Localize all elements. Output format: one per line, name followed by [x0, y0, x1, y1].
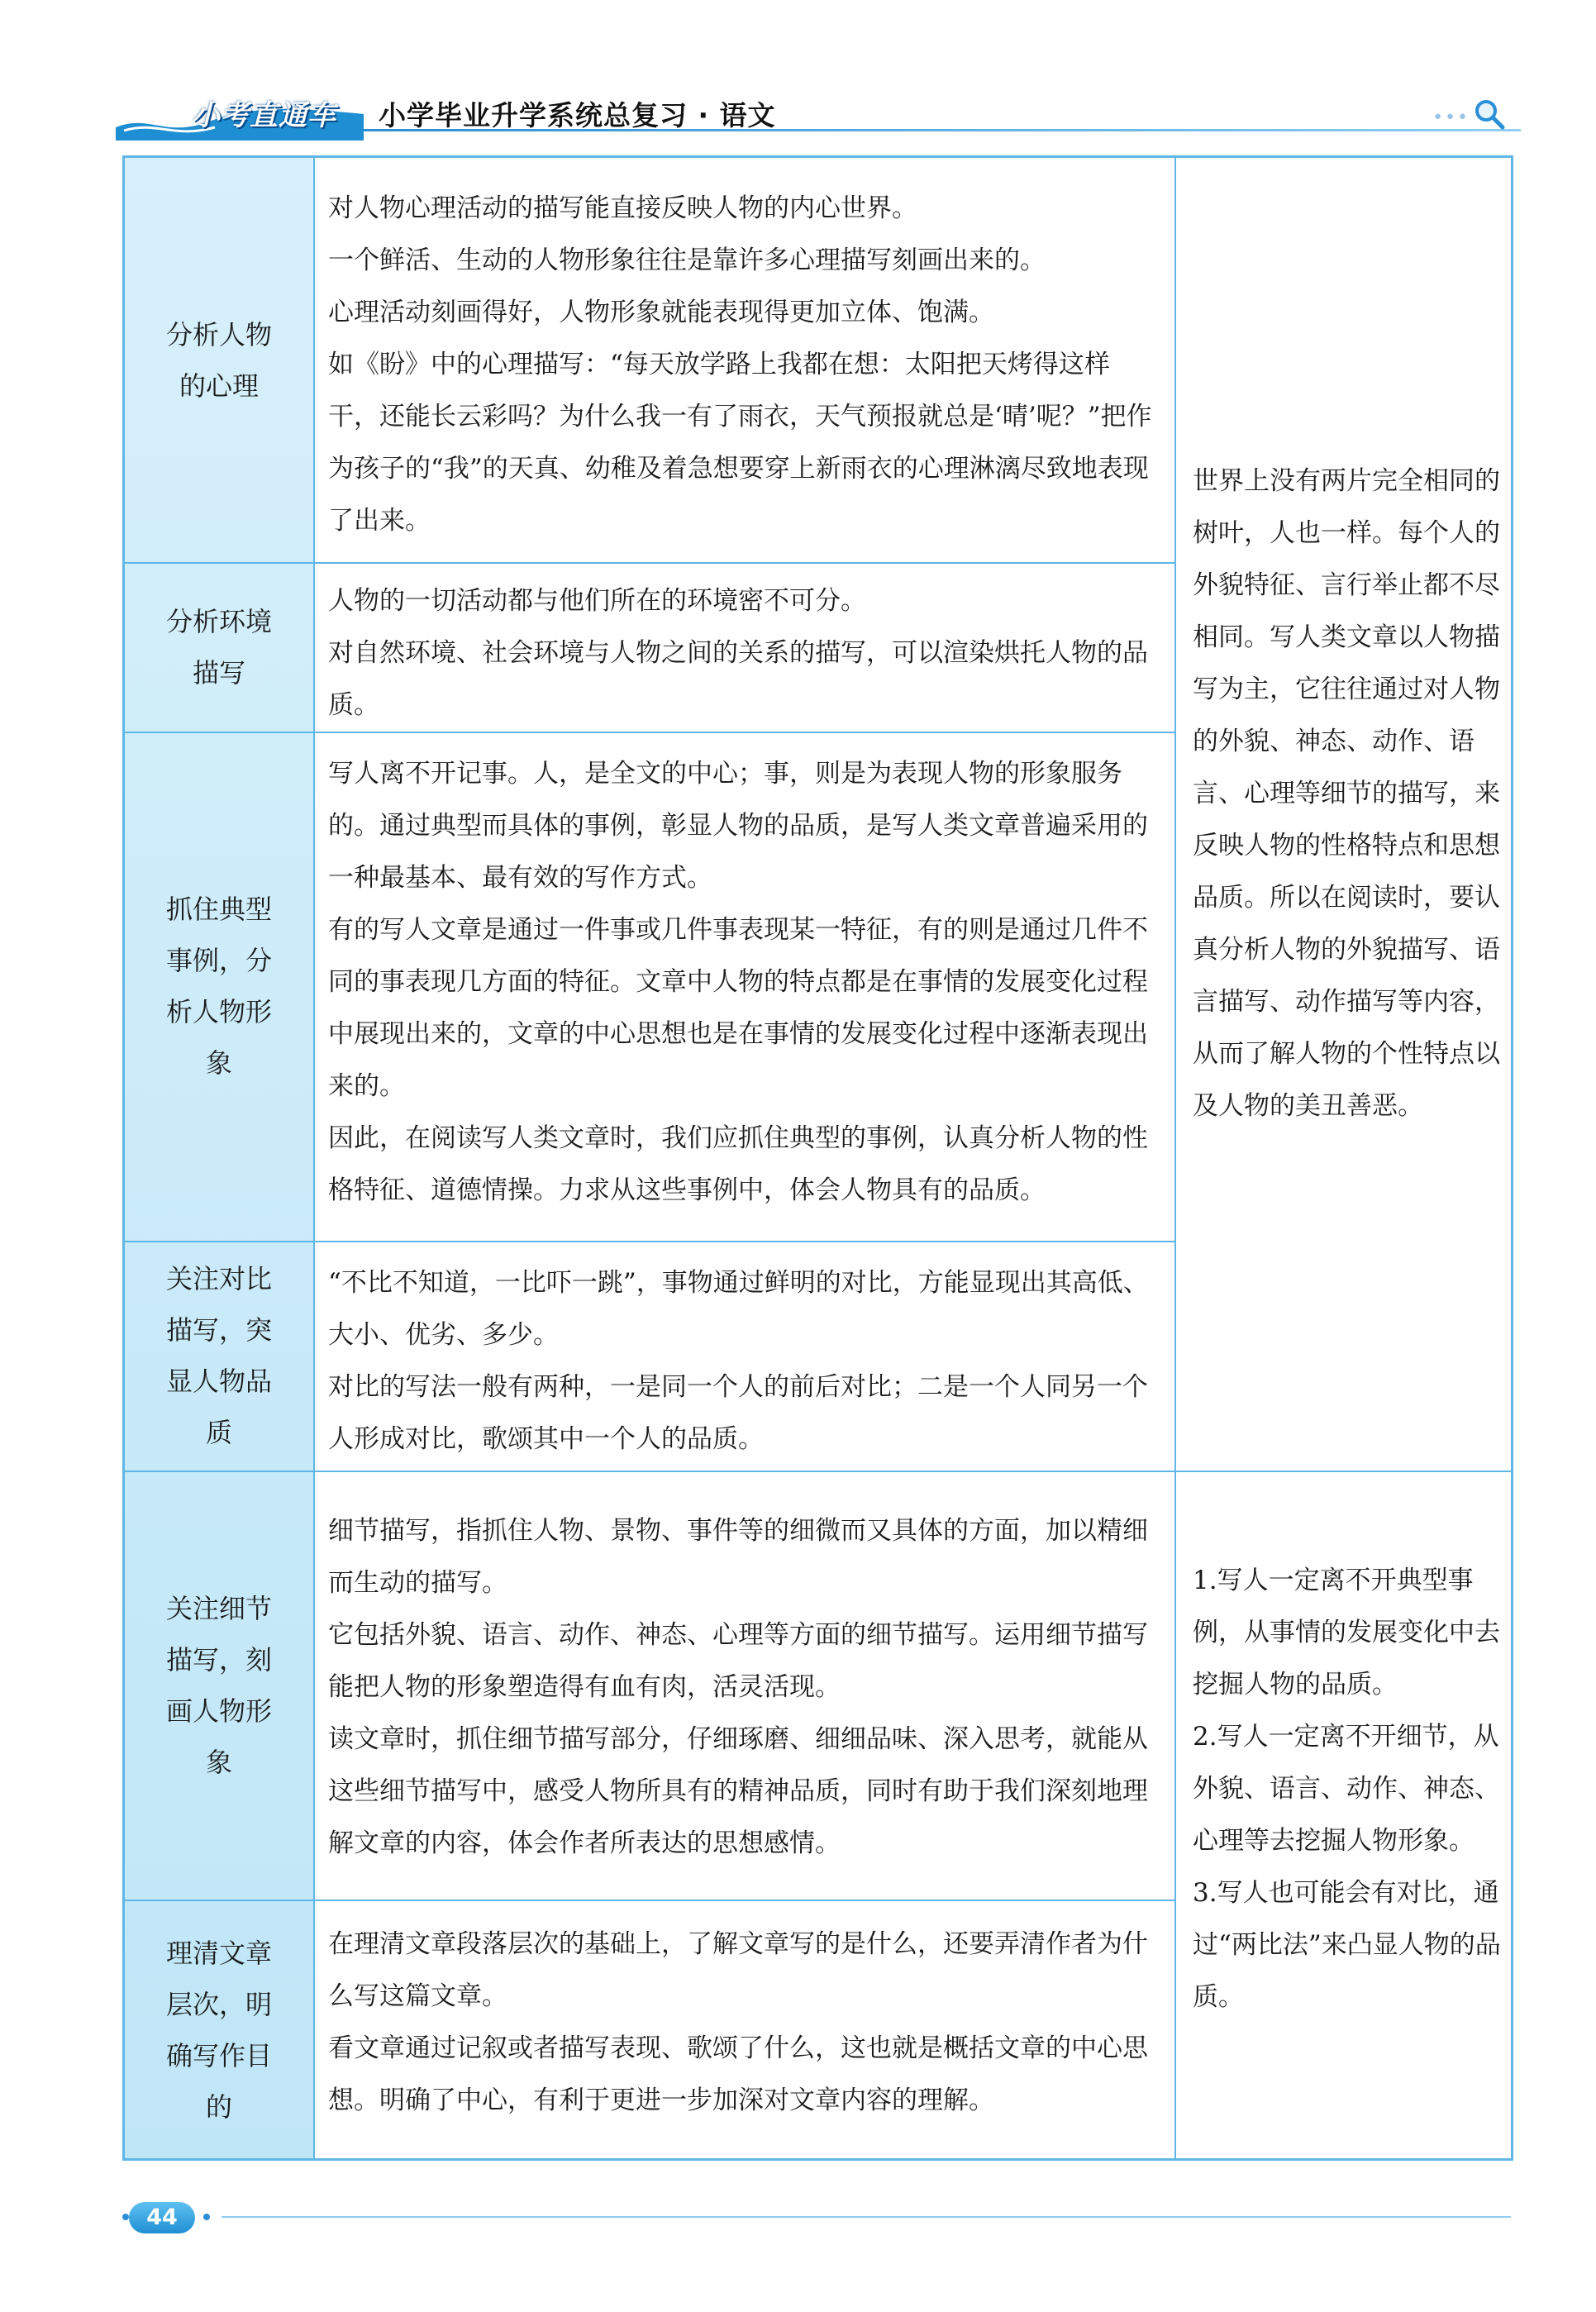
paragraph: 对自然环境、社会环境与人物之间的关系的描写，可以渲染烘托人物的品质。: [328, 638, 1148, 720]
row-content: [328, 1919, 1155, 2127]
row-label-text: 抓住典型事例，分析人物形象: [165, 894, 272, 1079]
reading-method-table: [122, 155, 1513, 2161]
paragraph: 有的写人文章是通过一件事或几件事表现某一特征，有的则是通过几件不同的事表现几方面的特征。文章中人物的特点都是在事情的发展变化过程中展现出来的，文章的中心思想也是在事情的发展变化过程中逐渐表现出来的。: [328, 915, 1148, 1101]
paragraph: 心理活动刻画得好，人物形象就能表现得更加立体、饱满。: [328, 298, 994, 327]
page-title: 小学毕业升学系统总复习 · 语文: [379, 99, 776, 131]
paragraph: 看文章通过记叙或者描写表现、歌颂了什么，这也就是概括文章的中心思想。明确了中心，有利于更进一步加深对文章内容的理解。: [328, 2033, 1148, 2115]
row-label: [125, 732, 313, 1241]
side-note-lower: [1193, 1555, 1503, 2024]
header-dots: •••: [1432, 107, 1470, 128]
footer-line: [222, 2216, 1511, 2218]
row-label: [125, 1241, 313, 1471]
paragraph: 写人离不开记事。人，是全文的中心；事，则是为表现人物的形象服务的。通过典型而具体的事例，彰显人物的品质，是写人类文章普遍采用的一种最基本、最有效的写作方式。: [328, 759, 1148, 893]
search-icon: [1473, 98, 1506, 131]
page-footer: [122, 2202, 1513, 2235]
row-label-text: 分析环境描写: [165, 605, 272, 689]
row-label: [125, 562, 313, 732]
side-note-upper: [1193, 455, 1503, 1132]
side-note-text: 世界上没有两片完全相同的树叶，人也一样。每个人的外貌特征、言行举止都不尽相同。写人类文章以人物描写为主，它往往通过对人物的外貌、神态、动作、语言、心理等细节的描写，来反映人物的性格特点和思想品质。所以在阅读时，要认真分析人物的外貌描写、语言描写、动作描写等内容，从而了解人物的个性特点以及人物的美丑善恶。: [1193, 466, 1500, 1121]
paragraph: 读文章时，抓住细节描写部分，仔细琢磨、细细品味、深入思考，就能从这些细节描写中，感受人物所具有的精神品质，同时有助于我们深刻地理解文章的内容，体会作者所表达的思想感情。: [328, 1724, 1148, 1858]
row-label-text: 理清文章层次，明确写作目的: [165, 1938, 272, 2123]
row-content: [328, 1257, 1155, 1466]
footer-dot: [203, 2214, 210, 2220]
paragraph: 人物的一切活动都与他们所在的环境密不可分。: [328, 586, 866, 616]
row-divider: [125, 1471, 1511, 1472]
logo: [116, 89, 364, 141]
page-number: 44: [129, 2202, 195, 2233]
paragraph: 对人物心理活动的描写能直接反映人物的内心世界。: [328, 193, 917, 223]
page-header: [116, 89, 1521, 141]
paragraph: 在理清文章段落层次的基础上，了解文章写的是什么，还要弄清作者为什么写这篇文章。: [328, 1929, 1148, 2011]
row-content: [328, 575, 1155, 732]
paragraph: 对比的写法一般有两种，一是同一个人的前后对比；二是一个人同另一个人形成对比，歌颂其中一个人的品质。: [328, 1372, 1148, 1454]
side-note-item: 1.写人一定离不开典型事例，从事情的发展变化中去挖掘人物的品质。: [1193, 1566, 1500, 1699]
row-label-text: 关注细节描写，刻画人物形象: [165, 1592, 272, 1778]
row-content: [328, 183, 1155, 547]
paragraph: 如《盼》中的心理描写：“每天放学路上我都在想：太阳把天烤得这样干，还能长云彩吗？为什么我一有了雨衣，天气预报就总是‘晴’呢？”把作为孩子的“我”的天真、幼稚及着急想要穿上新雨衣的心理淋漓尽致地表现了出来。: [328, 350, 1152, 536]
column-divider: [313, 158, 315, 2158]
row-label: [125, 1900, 313, 2161]
paragraph: 一个鲜活、生动的人物形象往往是靠许多心理描写刻画出来的。: [328, 246, 1046, 275]
paragraph: “不比不知道，一比吓一跳”，事物通过鲜明的对比，方能显现出其高低、大小、优劣、多少。: [328, 1268, 1149, 1350]
side-note-item: 2.写人一定离不开细节，从外貌、语言、动作、神态、心理等去挖掘人物形象。: [1193, 1722, 1500, 1856]
logo-text: 小考直通车: [192, 99, 336, 132]
paragraph: 因此，在阅读写人类文章时，我们应抓住典型的事例，认真分析人物的性格特征、道德情操。力求从这些事例中，体会人物具有的品质。: [328, 1123, 1148, 1205]
row-label: [125, 158, 313, 562]
row-label: [125, 1471, 313, 1900]
paragraph: 细节描写，指抓住人物、景物、事件等的细微而又具体的方面，加以精细而生动的描写。: [328, 1516, 1148, 1598]
side-note-item: 3.写人也可能会有对比，通过“两比法”来凸显人物的品质。: [1193, 1878, 1501, 2012]
row-label-text: 分析人物的心理: [165, 318, 272, 402]
row-label-text: 关注对比描写，突显人物品质: [165, 1263, 272, 1448]
footer-dot: [122, 2214, 129, 2220]
paragraph: 它包括外貌、语言、动作、神态、心理等方面的细节描写。运用细节描写能把人物的形象塑造得有血有肉，活灵活现。: [328, 1620, 1148, 1702]
row-content: [328, 748, 1155, 1217]
row-content: [328, 1505, 1155, 1870]
column-divider: [1174, 158, 1176, 2158]
